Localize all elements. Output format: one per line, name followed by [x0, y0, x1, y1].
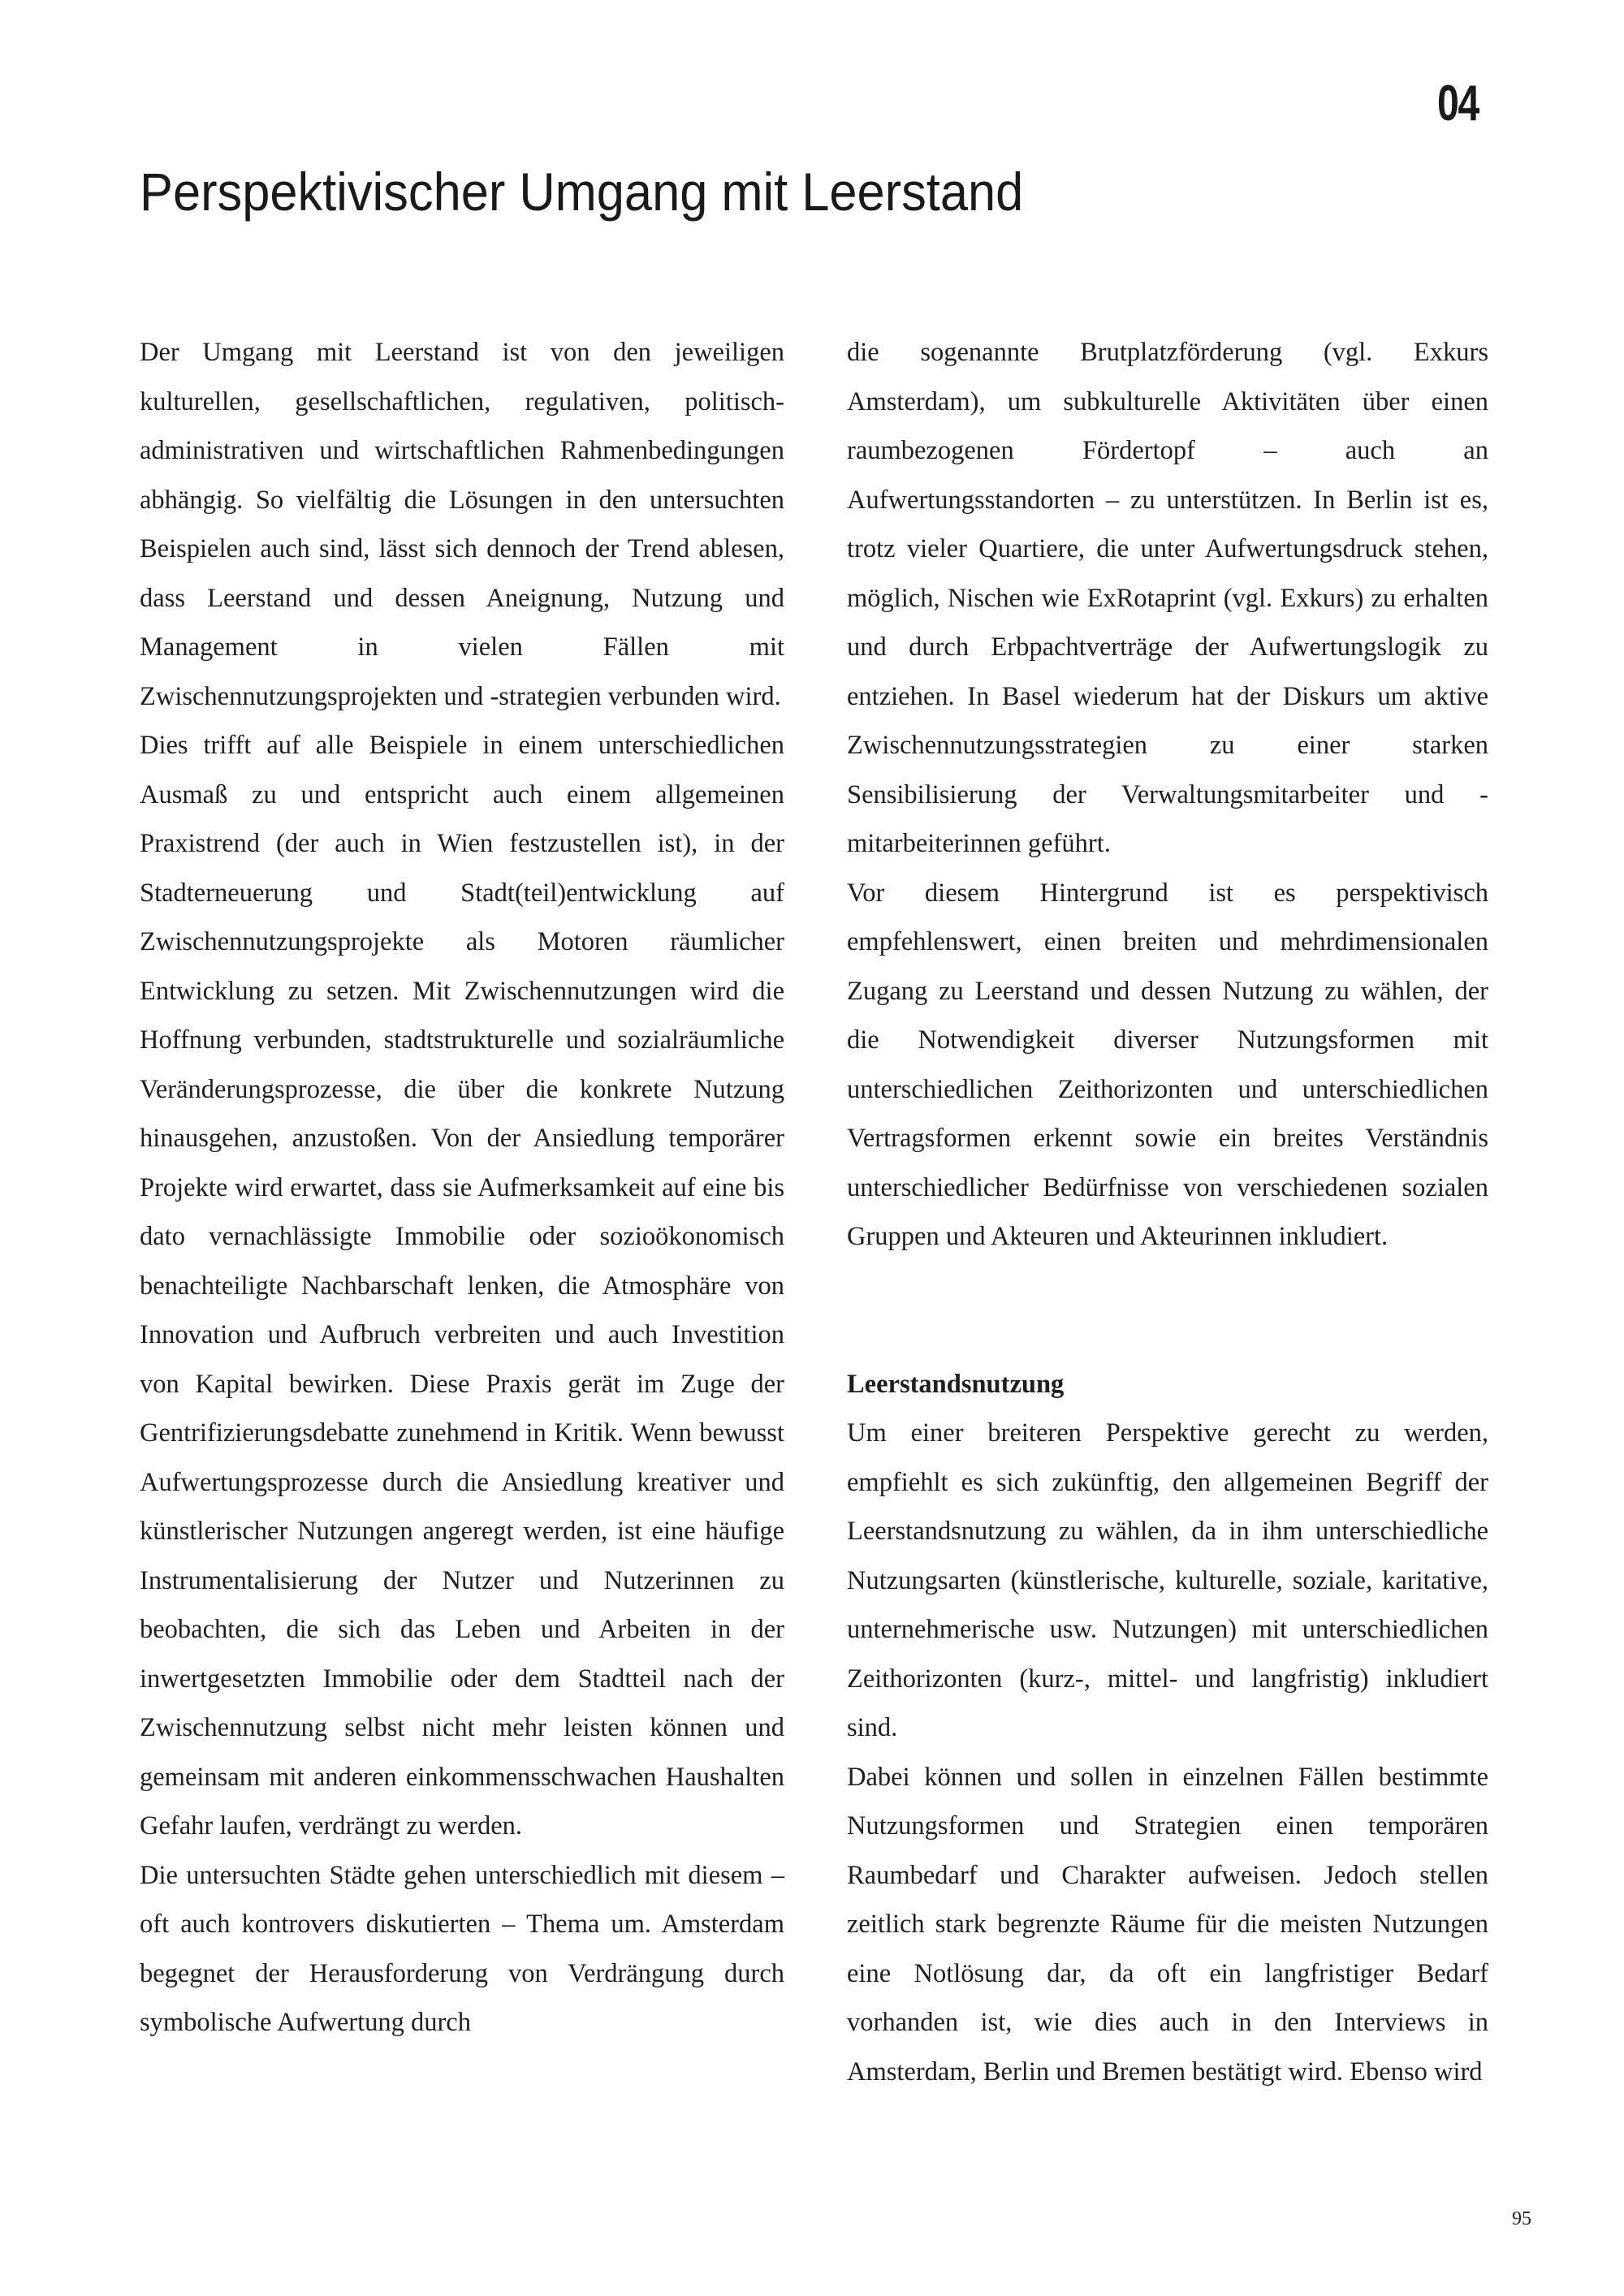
- paragraph: Dies trifft auf alle Beispiele in einem unterschiedlichen Ausmaß zu und entspricht auch einem allgemeinen Praxistrend (der auch in Wien festzustellen ist), in der Stadterneuerung und Stadt(teil)entwicklung auf Zwischennutzungsprojekte als Motoren räumlicher Entwicklung zu setzen. Mit Zwischennutzungen wird die Hoffnung verbunden, stadtstrukturelle und sozialräumliche Veränderungsprozesse, die über die konkrete Nutzung hinausgehen, anzustoßen. Von der Ansiedlung temporärer Projekte wird erwartet, dass sie Aufmerksamkeit auf eine bis dato vernachlässigte Immobilie oder sozioökonomisch benachteiligte Nachbarschaft lenken, die Atmosphäre von Innovation und Aufbruch verbreiten und auch Investition von Kapital bewirken. Diese Praxis gerät im Zuge der Gentrifizierungsdebatte zunehmend in Kritik. Wenn bewusst Aufwertungsprozesse durch die Ansiedlung kreativer und künstlerischer Nutzungen angeregt werden, ist eine häufige Instrumentalisierung der Nutzer und Nutzerinnen zu beobachten, die sich das Leben und Arbeiten in der inwertgesetzten Immobilie oder dem Stadtteil nach der Zwischennutzung selbst nicht mehr leisten können und gemeinsam mit anderen einkommensschwachen Haushalten Gefahr laufen, verdrängt zu werden.: [140, 731, 784, 1841]
- paragraph: Der Umgang mit Leerstand ist von den jeweiligen kulturellen, gesellschaftlichen, regulativen, politisch-administrativen und wirtschaftlichen Rahmenbedingungen abhängig. So vielfältig die Lösungen in den untersuchten Beispielen auch sind, lässt sich dennoch der Trend ablesen, dass Leerstand und dessen Aneignung, Nutzung und Management in vielen Fällen mit Zwischennutzungsprojekten und -strategien verbunden wird.: [140, 338, 784, 711]
- paragraph: Die untersuchten Städte gehen unterschiedlich mit diesem – oft auch kontrovers diskutierten – Thema um. Amsterdam begegnet der Herausforderung von Verdrängung durch symbolische Aufwertung durch: [140, 1860, 784, 2037]
- right-column: [847, 328, 1488, 2096]
- page-title: Perspektivischer Umgang mit Leerstand: [140, 162, 1024, 222]
- paragraph: Um einer breiteren Perspektive gerecht zu werden, empfiehlt es sich zukünftig, den allgemeinen Begriff der Leerstandsnutzung zu wählen, da in ihm unterschiedliche Nutzungsarten (künstlerische, kulturelle, soziale, karitative, unternehmerische usw. Nutzungen) mit unterschiedlichen Zeithorizonten (kurz-, mittel- und langfristig) inkludiert sind.: [847, 1418, 1488, 1742]
- paragraph: Vor diesem Hintergrund ist es perspektivisch empfehlenswert, einen breiten und mehrdimensionalen Zugang zu Leerstand und dessen Nutzung zu wählen, der die Notwendigkeit diverser Nutzungsformen mit unterschiedlichen Zeithorizonten und unterschiedlichen Vertragsformen erkennt sowie ein breites Verständnis unterschiedlicher Bedürfnisse von verschiedenen sozialen Gruppen und Akteuren und Akteurinnen inkludiert.: [847, 878, 1488, 1251]
- section-heading: Leerstandsnutzung: [847, 1369, 1065, 1399]
- left-column: [140, 328, 784, 2048]
- chapter-number: 04: [1437, 76, 1479, 132]
- paragraph: die sogenannte Brutplatzförderung (vgl. Exkurs Amsterdam), um subkulturelle Aktivitäten über einen raumbezogenen Fördertopf – auch an Aufwertungsstandorten – zu unterstützen. In Berlin ist es, trotz vieler Quartiere, die unter Aufwertungsdruck stehen, möglich, Nischen wie ExRotaprint (vgl. Exkurs) zu erhalten und durch Erbpachtverträge der Aufwertungslogik zu entziehen. In Basel wiederum hat der Diskurs um aktive Zwischennutzungsstrategien zu einer starken Sensibilisierung der Verwaltungsmitarbeiter und -mitarbeiterinnen geführt.: [847, 338, 1488, 858]
- paragraph: Dabei können und sollen in einzelnen Fällen bestimmte Nutzungsformen und Strategien einen temporären Raumbedarf und Charakter aufweisen. Jedoch stellen zeitlich stark begrenzte Räume für die meisten Nutzungen eine Notlösung dar, da oft ein langfristiger Bedarf vorhanden ist, wie dies auch in den Interviews in Amsterdam, Berlin und Bremen bestätigt wird. Ebenso wird: [847, 1762, 1488, 2087]
- page-number: 95: [1512, 2208, 1531, 2229]
